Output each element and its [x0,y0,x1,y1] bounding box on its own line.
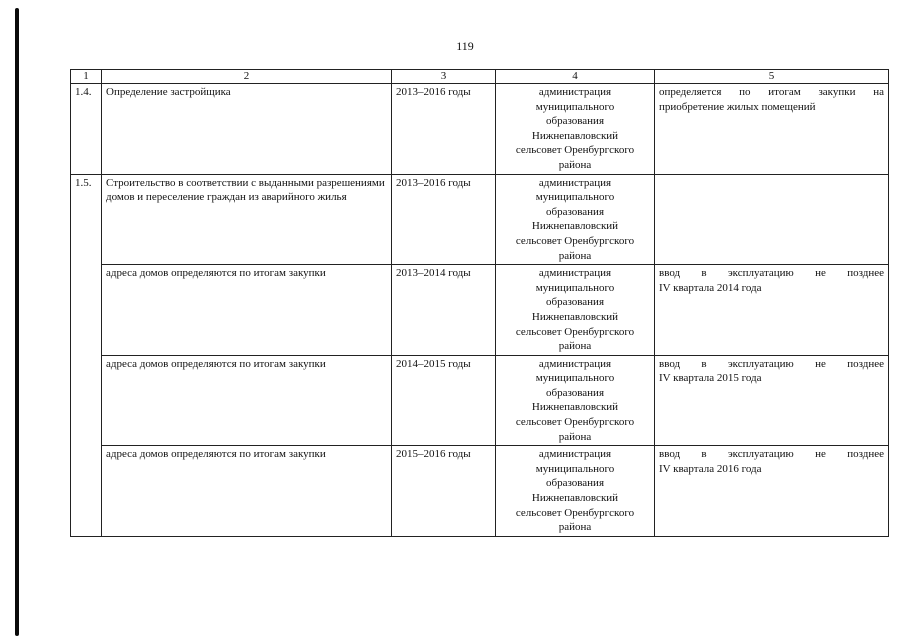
responsible-line: сельсовет Оренбургского [515,416,635,429]
note-line: приобретение жилых помещений [659,100,816,113]
column-header: 1 [71,70,102,84]
responsible-line: администрация [538,448,612,461]
responsible-line: администрация [538,357,612,370]
item-number [71,355,102,446]
responsible-line: сельсовет Оренбургского [515,234,635,247]
responsible-line: района [558,249,592,262]
item-note [655,355,889,446]
plan-table [70,69,889,537]
responsible-line: района [558,521,592,534]
responsible-line: образования [545,477,605,490]
item-period: 2015–2016 годы [392,446,496,537]
item-number [71,265,102,356]
note-line: IV квартала 2016 года [659,462,762,475]
page-number: 119 [456,39,474,53]
item-note [655,84,889,175]
item-name: Определение застройщика [102,84,392,175]
responsible-line: образования [545,115,605,128]
responsible-line: муниципального [535,100,615,113]
responsible-line: муниципального [535,462,615,475]
table-row [71,355,889,446]
column-header: 5 [655,70,889,84]
item-number: 1.5. [71,174,102,265]
responsible-line: Нижнепавловский [531,401,619,414]
responsible-line: администрация [538,86,612,98]
responsible-line: Нижнепавловский [531,310,619,323]
responsible-line: образования [545,205,605,218]
responsible-line: администрация [538,176,612,189]
responsible-line: Нижнепавловский [531,492,619,505]
responsible-line: муниципального [535,372,615,385]
item-responsible [496,355,655,446]
item-note [655,174,889,265]
responsible-line: муниципального [535,191,615,204]
table-header-row [71,70,889,84]
table-row [71,174,889,265]
responsible-line: образования [545,296,605,309]
note-line: ввод в эксплуатацию не позднее [659,357,884,370]
item-period: 2014–2015 годы [392,355,496,446]
column-header: 3 [392,70,496,84]
note-line: определяется по итогам закупки на [659,86,884,98]
table-row [71,446,889,537]
note-line: ввод в эксплуатацию не позднее [659,448,884,461]
responsible-line: администрация [538,267,612,280]
item-responsible [496,84,655,175]
item-name: адреса домов определяются по итогам закупки [102,265,392,356]
responsible-line: района [558,340,592,353]
item-number [71,446,102,537]
item-number: 1.4. [71,84,102,175]
responsible-line: района [558,158,592,171]
responsible-line: сельсовет Оренбургского [515,506,635,519]
item-period: 2013–2016 годы [392,84,496,175]
table-row [71,265,889,356]
item-note [655,265,889,356]
table-row [71,84,889,175]
column-header: 2 [102,70,392,84]
responsible-line: района [558,430,592,443]
item-responsible [496,265,655,356]
note-line: ввод в эксплуатацию не позднее [659,267,884,280]
responsible-line: сельсовет Оренбургского [515,144,635,157]
binding-edge-mark [15,8,19,636]
responsible-line: Нижнепавловский [531,129,619,142]
item-name: адреса домов определяются по итогам закупки [102,355,392,446]
note-line: IV квартала 2015 года [659,372,762,385]
responsible-line: образования [545,386,605,399]
item-period: 2013–2016 годы [392,174,496,265]
item-responsible [496,174,655,265]
item-period: 2013–2014 годы [392,265,496,356]
item-name: адреса домов определяются по итогам закупки [102,446,392,537]
responsible-line: Нижнепавловский [531,220,619,233]
item-name: Строительство в соответствии с выданными разрешениями домов и переселение граждан из аварийного жилья [102,174,392,265]
responsible-line: муниципального [535,281,615,294]
responsible-line: сельсовет Оренбургского [515,325,635,338]
item-responsible [496,446,655,537]
item-note [655,446,889,537]
note-line: IV квартала 2014 года [659,281,762,294]
column-header: 4 [496,70,655,84]
